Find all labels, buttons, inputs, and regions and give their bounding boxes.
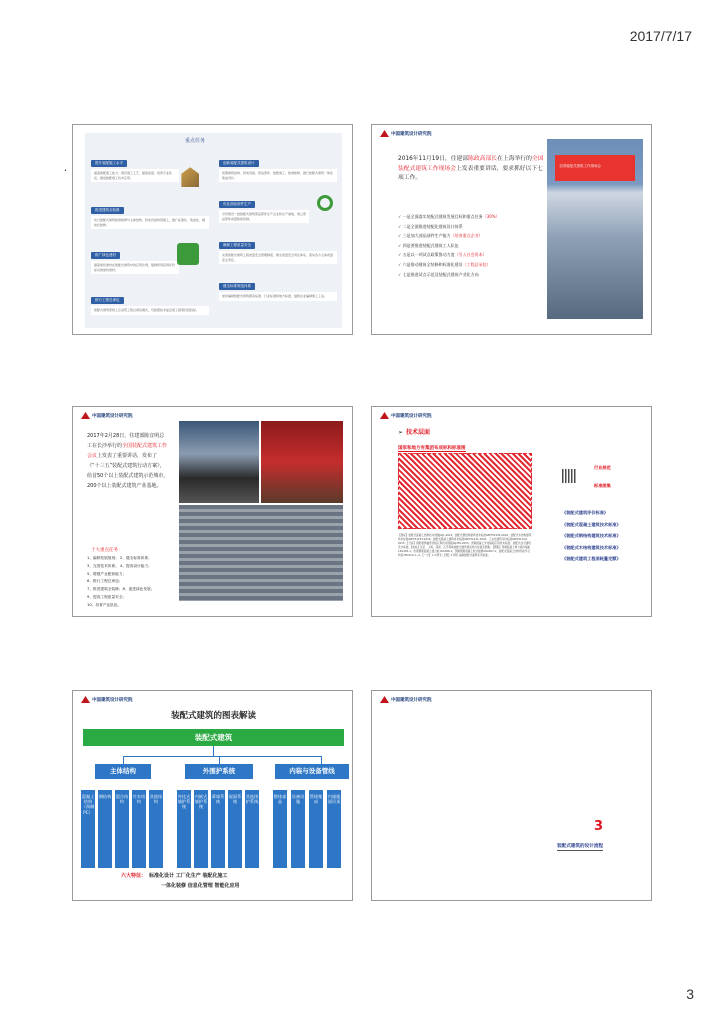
tree-connector [213,746,214,756]
task-text: 引导建设一批装配式建筑部品部件生产企业和生产基地，建立部品部件质量验收机制。 [219,210,309,223]
standards-text: 【国标】装配式混凝土结构技术规程JGJ1-2014；装配式钢结构建筑技术标准GB/T51232-2016；装配式木结构建筑技术标准GB/T51233-2016；装配式混凝土建筑技术标准GB/T51231-2016；工业化建筑评价标准GB/T51129-2015；【行标】钢筋套筒灌浆连接应用技术规程JGJ355-2015；预制混凝土外挂墙板应用技术标准；装配式住宅建筑设计标准；【地标】北京、上海、深圳、江苏等地装配式建筑相关地方标准及图集；【图集】预制混凝土剪力墙外墙板15G365-1；桁架钢筋混凝土叠合板15G366-1；预制钢筋混凝土板式楼梯15G367-1；装配式混凝土结构连接节点构造15G310-1~2。【一计】1.3 研究；【规】2 研究 编制装配式建筑系列标准。 [398,534,532,558]
logo-text: 中国建筑设计研究院 [92,697,133,703]
task-text: 统筹建筑结构、机电设备、部品部件、装配施工、装饰装修，推行装配式建筑一体化集成设计。 [219,169,337,182]
list-item: 10、培育产业队伍。 [87,602,122,607]
slide-4-heading: ➢ 技术层面 [398,429,431,436]
slide-4-subheading: 国家和地方有集团布成标和标准图 [398,446,466,451]
list-item: ✓ 三是加大部品部件生产能力（培育重点企业） [398,233,483,239]
logo-icon [380,130,389,137]
logo [81,412,133,419]
intro-highlight: 全国装配式建筑工作现场会 [398,156,544,172]
task-block [219,231,337,264]
slide-3 [72,406,353,617]
tree-root: 装配式建筑 [83,729,344,746]
standards-thumbnail-grid [398,453,532,529]
task-head: 创新装配式建筑设计 [219,160,259,167]
intro-text: 2016年11月19日，住建部 [398,156,469,162]
page-date: 2017/7/17 [629,28,692,44]
tree-leaf: 屋面系统 [228,790,242,868]
slide-1-right-column [219,149,337,306]
slide-4 [371,406,652,617]
logo-text: 中国建筑设计研究院 [391,697,432,703]
task-text: 加快编制装配式建筑国家标准、行业标准和地方标准，鼓励企业编制施工工法。 [219,292,337,301]
list-item: ✓ 六是推动建筑全装修和标准化建设（工程总承包） [398,261,491,267]
task-list [87,555,187,610]
six-features: 六大特征： 标准化设计 工厂化生产 装配化施工 一体化装修 信息化管理 智能化应用 [121,873,240,889]
page-number: 3 [686,986,694,1002]
tree-connector [123,756,321,757]
pattern-icon [562,469,576,483]
conference-screen [555,155,635,181]
list-item: 5、增强产业配套能力； [87,571,127,576]
tree-leaf: 钢结构 [98,790,112,868]
list-item: 9、提高工程质量安全； [87,594,127,599]
logo-icon [81,412,90,419]
task-block [91,196,209,229]
task-text: 装配式建筑原则上应采用工程总承包模式，可按照技术复杂类工程项目招投标。 [91,306,209,315]
task-block [219,149,337,182]
tag-industry-norms: 行业规范 [594,465,611,470]
list-item: 1、编制发展规划； 2、健全标准体系； [87,556,152,560]
list-item: 6、推行工程总承包； [87,579,123,584]
slide-1 [72,124,353,335]
list-item: ✓ 七是推进试点示范及装配式建筑产业化方向 [398,271,479,277]
work-list [398,212,558,279]
tree-leaf: 管线集成 [309,790,323,868]
tree-leaf: 混合结构 [115,790,129,868]
list-item: ✓ 四是要推进装配式建筑工人队伍 [398,242,459,248]
puzzle-illustration [177,243,199,265]
tree-leaf: 混凝土结构（预制PC） [81,790,95,868]
slide-3-intro: 2017年2月28日，住建部陈宜明总工在长沙举行的全国装配式建筑工作会议上发表了重要讲话，发布了《“十三五”装配式建筑行动方案》，给首50个以上装配式建筑示范城市，200个以上装配式建筑产业基地。 [87,433,169,489]
logo [380,130,432,137]
logo-text: 中国建筑设计研究院 [391,131,432,137]
task-head: 优化部品部件生产 [219,201,255,208]
logo-icon [380,412,389,419]
tree-group-envelope: 外围护系统 [185,764,253,779]
task-text: 提高装配施工能力；规范施工工艺，提高质量；培育专业队伍，推进装配施工技术应用。 [91,169,179,182]
task-head: 推行工程总承包 [91,297,124,304]
slide-5-title: 装配式建筑的图表解读 [170,711,256,721]
logo-text: 中国建筑设计研究院 [92,413,133,419]
tree-connector [219,756,220,764]
task-head: 提升装配施工水平 [91,160,127,167]
tree-leaf: 其他围护系统 [245,790,259,868]
list-item: ✓ 五是以一项试点政策推动力度（引入社会资本） [398,252,487,258]
task-heading: 十大重点任务： [91,548,123,553]
task-block [219,272,337,301]
task-head: 推广绿色建材 [91,252,120,259]
task-head: 推进建筑全装修 [91,207,124,214]
section-title: 装配式建筑的设计流程 [557,844,603,849]
logo [380,696,432,703]
podium-photo [261,421,343,503]
list-item: 《装配式混凝土建筑技术标准》 [562,521,621,527]
tree-leaf: 幕墙系统 [211,790,225,868]
task-head: 确保工程质量安全 [219,242,255,249]
task-block [91,286,209,315]
list-item: 《装配式钢结构建筑技术标准》 [562,533,621,538]
list-item: ✓ 二是全面推进装配化建筑设计体系 [398,223,463,229]
list-item: 7、推进建筑全装修；8、促进绿色发展； [87,587,155,592]
tree-leaf: 内墙地面吊顶 [327,790,341,868]
list-item: 《装配式建筑工程消耗量定额》 [562,556,621,561]
section-number: 3 [594,819,604,834]
list-item: 《装配式建筑评价标准》 [562,510,609,515]
intro-highlight: 陈政高部长 [468,156,498,162]
tree-leaf: 内嵌式墙护系统 [194,790,208,868]
tree-group-interior-mep: 内装与设备管线 [275,764,349,779]
slide-2-intro [398,155,548,184]
tag-standard-atlas: 标准图集 [594,483,611,488]
tree-connector [123,756,124,764]
slide-6 [371,690,652,901]
tree-leaf: 整体部品 [273,790,287,868]
task-text: 完善装配式建筑工程质量安全管理制度，健全质量安全责任体系，落实各方主体质量安全责任。 [219,251,337,264]
slide-2 [371,124,652,335]
tree-leaf: 其他结构 [149,790,163,868]
speaker-photo [179,421,259,503]
list-item: ✓ 一是全面落实装配式建筑发展目标和重点任务（30%） [398,214,500,219]
audience-photo [179,505,343,601]
task-text: 提高绿色建材在装配式建筑中的应用比例，强制使用获得评价标识的绿色建材。 [91,261,179,274]
task-text: 实行装配式建筑装饰装修与主体结构、机电设备协同施工，推广标准化、集成化、模块化装修。 [91,216,209,229]
logo-icon [81,696,90,703]
intro-text: 上发表重要讲话，要求抓好以下七项工作。 [398,165,543,181]
screen-text: 全国装配式建筑工作现场会 [559,164,601,168]
tree-group-main-structure: 主体结构 [95,764,151,779]
tree-leaf: 设备设施 [291,790,305,868]
intro-text: 在上海举行的 [497,156,532,162]
magnifier-illustration [317,195,333,211]
slide-5 [72,690,353,901]
logo-icon [380,696,389,703]
logo [380,412,432,419]
logo-text: 中国建筑设计研究院 [391,413,432,419]
slide-1-title: 重点任务 [185,138,206,144]
task-head: 健全标准规范体系 [219,283,255,290]
tree-connector [321,756,322,764]
conference-photo [547,139,643,319]
standards-list [562,507,642,565]
logo [81,696,133,703]
slide-1-panel [85,133,342,328]
tree-leaf: 外挂式墙护系统 [177,790,191,868]
tree-leaf: 竹木结构 [132,790,146,868]
slide-number: • [64,168,67,174]
list-item: 《装配式木结构建筑技术标准》 [562,544,621,550]
list-item: 3、完善技术体系； 4、提高设计能力； [87,563,152,568]
